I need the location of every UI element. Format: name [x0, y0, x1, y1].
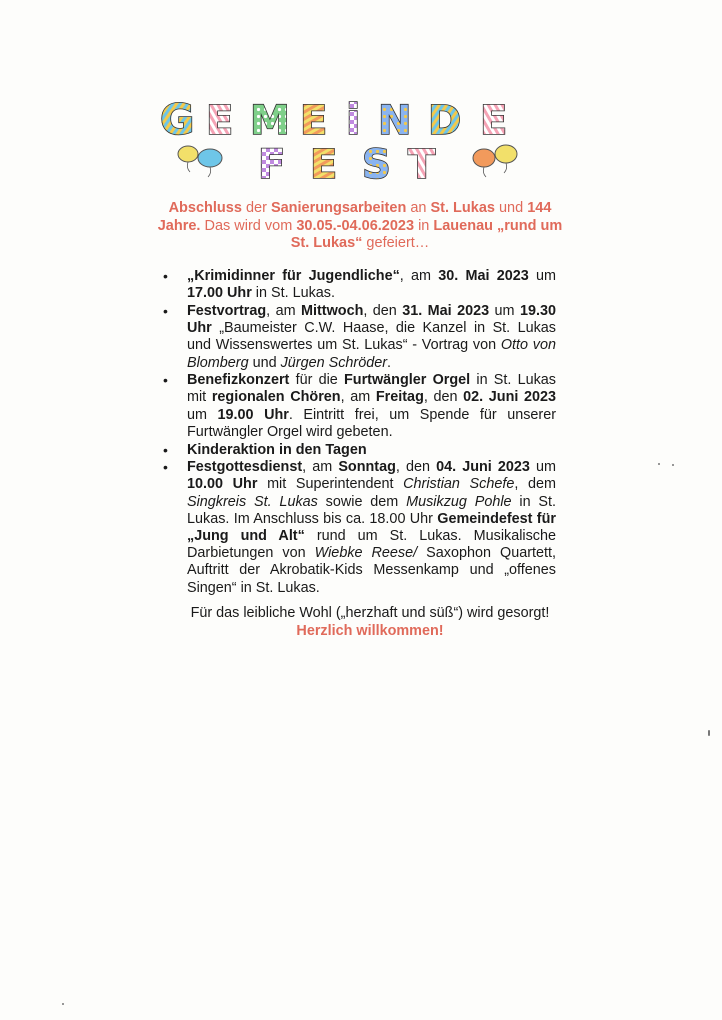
scan-speck	[708, 730, 710, 736]
intro-paragraph	[150, 200, 570, 253]
intro-text: St. Lukas	[430, 200, 495, 216]
event-text: , am	[266, 302, 302, 319]
bullet-icon: •	[163, 302, 168, 319]
event-text: 19.00 Uhr	[217, 406, 289, 423]
title-letter: E	[310, 142, 338, 187]
welcome-line: Herzlich willkommen!	[296, 623, 444, 639]
bullet-icon: •	[163, 441, 168, 458]
event-text: 04. Juni 2023	[436, 459, 530, 476]
event-text: 17.00 Uhr	[187, 285, 252, 302]
event-text: Mittwoch	[301, 302, 364, 319]
event-text: Singkreis St. Lukas	[187, 493, 318, 510]
event-text: „Baumeister C.W. Haase, die Kanzel in St. Lukas und Wissenswertes um St. Lukas“ - Vortrag von	[187, 320, 556, 354]
bullet-icon: •	[163, 372, 168, 389]
title-letter: S	[362, 142, 391, 187]
title-letter: F	[258, 142, 286, 187]
event-text: 02. Juni 2023	[463, 389, 557, 406]
event-text: Musikzug Pohle	[406, 493, 512, 510]
event-text: Wiebke Reese/	[314, 545, 418, 562]
balloons-left-icon	[178, 146, 222, 177]
event-text: Furtwängler Orgel	[344, 372, 471, 389]
intro-text: Sanierungsarbeiten	[270, 200, 407, 216]
scan-speck	[658, 463, 660, 465]
event-text: in St. Lukas.	[251, 285, 335, 302]
event-text: , den	[395, 459, 437, 476]
event-text: Saxophon Quartett, Auftritt der Akrobatik-Kids Messenkamp und „offenes Singen“ in St. Lukas.	[187, 545, 556, 596]
event-text: Otto von Blomberg	[187, 337, 556, 371]
event-text: Gemeindefest für „Jung und Alt“	[187, 510, 556, 545]
event-text: um	[529, 459, 556, 476]
intro-text: und	[494, 200, 528, 216]
event-list	[160, 268, 556, 597]
event-text: um	[187, 406, 218, 423]
event-text: „Krimidinner für Jugendliche“	[187, 268, 400, 284]
event-text: rund um St. Lukas. Musikalische Darbietungen von	[187, 528, 557, 562]
intro-text: 30.05.-04.06.2023	[296, 217, 415, 234]
event-text: Christian Schefe	[403, 476, 515, 493]
event-text: Sonntag	[338, 459, 396, 476]
event-text: 10.00 Uhr	[187, 476, 258, 493]
event-item-festgottesdienst	[160, 459, 556, 597]
title-letter: i	[346, 95, 361, 144]
event-text: , den	[363, 302, 403, 319]
event-text: , am	[399, 268, 439, 284]
title-letter: M	[250, 98, 290, 144]
event-text: , am	[302, 459, 339, 476]
intro-text: Abschluss	[168, 200, 242, 216]
title-letter: E	[206, 98, 234, 144]
title-letter: T	[408, 142, 436, 187]
bullet-icon: •	[163, 459, 168, 476]
intro-text: Das wird vom	[200, 217, 297, 234]
event-text: , dem	[514, 476, 556, 493]
event-text: um	[528, 268, 556, 284]
closing-line: Für das leibliche Wohl („herzhaft und süß“) wird gesorgt!	[190, 605, 550, 621]
event-text: in St. Lukas mit	[187, 372, 556, 406]
title-letter: E	[300, 98, 328, 144]
event-text: mit Superintendent	[257, 476, 404, 493]
event-text: regionalen Chören	[211, 389, 341, 406]
event-text: , am	[340, 389, 376, 406]
event-item-benefizkonzert	[160, 372, 556, 441]
event-text: sowie dem	[317, 493, 407, 510]
title-letter: N	[378, 98, 412, 144]
event-text: und	[248, 354, 281, 371]
scan-speck	[62, 1003, 64, 1005]
event-text: Festvortrag	[187, 302, 267, 319]
intro-text: in	[414, 217, 434, 234]
intro-text: 144 Jahre.	[157, 200, 552, 234]
title-letter: D	[428, 98, 462, 144]
event-text: Freitag	[375, 389, 424, 406]
intro-text: gefeiert…	[362, 235, 430, 251]
event-text: Benefizkonzert	[187, 372, 290, 389]
event-text: .	[387, 354, 392, 371]
event-text: für die	[289, 372, 344, 389]
scan-speck	[672, 464, 674, 466]
intro-text: Lauenau „rund um St. Lukas“	[290, 217, 563, 251]
bullet-icon: •	[163, 268, 168, 284]
closing-block	[150, 604, 590, 640]
event-text: . Eintritt frei, um Spende für unserer Furtwängler Orgel wird gebeten.	[187, 406, 556, 440]
event-text: 31. Mai 2023	[402, 302, 490, 319]
event-item-krimidinner	[160, 268, 556, 302]
intro-text: der	[241, 200, 271, 216]
event-text: 30. Mai 2023	[438, 268, 529, 284]
gemeindefest-title-art	[150, 92, 550, 187]
event-text: Festgottesdienst	[187, 459, 303, 476]
balloons-right-icon	[473, 145, 517, 177]
event-item-festvortrag	[160, 303, 556, 372]
title-letter: E	[480, 98, 508, 144]
event-text: , den	[423, 389, 464, 406]
event-text: Jürgen Schröder	[280, 354, 388, 371]
event-text: in St. Lukas. Im Anschluss bis ca. 18.00 Uhr	[187, 493, 556, 527]
event-item-kinderaktion	[160, 442, 556, 459]
event-text: Kinderaktion in den Tagen	[187, 441, 367, 458]
intro-text: an	[406, 200, 431, 216]
event-text: 19.30 Uhr	[187, 302, 556, 337]
title-letter: G	[160, 95, 195, 144]
event-text: um	[489, 302, 520, 319]
